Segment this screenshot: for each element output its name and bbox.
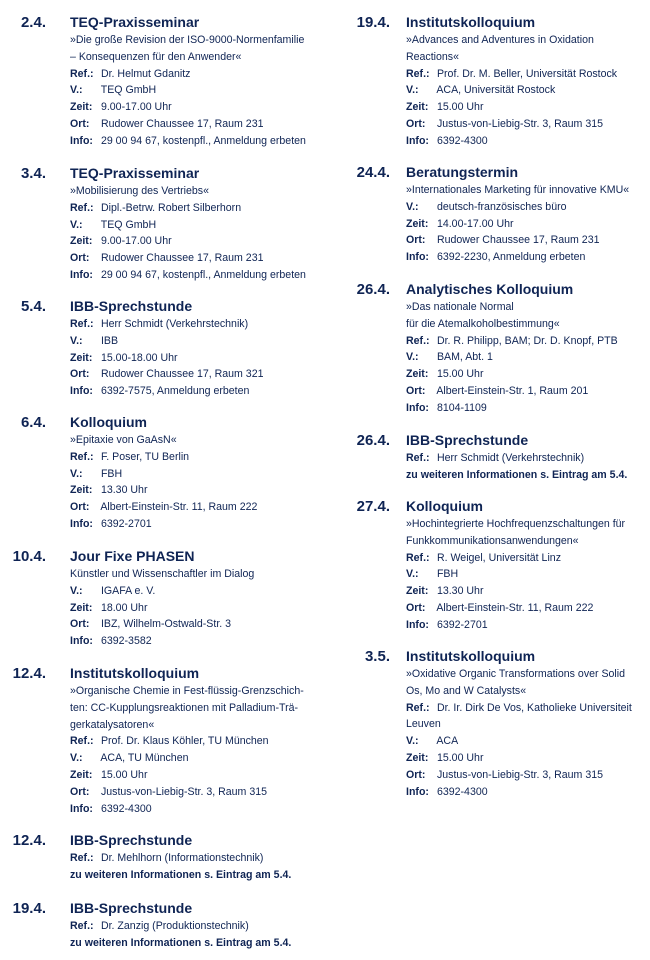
field-value: Herr Schmidt (Verkehrstechnik) [436, 452, 585, 464]
event-description: »Mobilisierung des Vertriebs« [70, 185, 209, 197]
field-value: 6392-4300 [100, 802, 152, 815]
field-value: Dr. Mehlhorn (Informationstechnik) [100, 852, 264, 864]
event-field [406, 133, 650, 150]
field-label: V.: [70, 584, 83, 597]
event-field [406, 383, 650, 400]
event-date: 12.4. [12, 665, 46, 682]
field-label: Ref.: [70, 920, 94, 932]
event-field [70, 250, 330, 267]
field-value: 14.00-17.00 Uhr [436, 217, 514, 230]
field-value: IBZ, Wilhelm-Ostwald-Str. 3 [100, 618, 232, 631]
event-description: Os, Mo and W Catalysts« [406, 684, 527, 697]
event-description: Funkkommunikationsanwendungen« [406, 534, 579, 547]
field-value: 6392-4300 [436, 134, 488, 147]
field-label: Info: [70, 134, 93, 147]
field-value: FBH [436, 568, 459, 581]
event-description: Reactions« [406, 50, 459, 63]
event-title: Kolloquium [70, 414, 147, 430]
field-value: Albert-Einstein-Str. 11, Raum 222 [100, 501, 258, 514]
event-description: Künstler und Wissenschaftler im Dialog [70, 568, 255, 580]
event-field [70, 750, 330, 767]
event-body [70, 165, 330, 284]
field-value: deutsch-französisches büro [436, 200, 567, 213]
field-label: Ref.: [70, 201, 94, 214]
field-value: 15.00 Uhr [436, 751, 484, 764]
event-title: IBB-Sprechstunde [406, 432, 529, 448]
field-value: Albert-Einstein-Str. 1, Raum 201 [436, 384, 589, 397]
event-description: – Konsequenzen für den Anwender« [70, 50, 242, 63]
field-value: Dr. Zanzig (Produktionstechnik) [100, 920, 249, 932]
field-label: Ref.: [406, 452, 430, 464]
event-title: Institutskolloquium [406, 648, 536, 664]
event-field [70, 466, 330, 483]
field-label: Ort: [70, 501, 90, 514]
field-label: Info: [70, 635, 93, 648]
event-field [70, 616, 330, 633]
field-label: Ort: [70, 117, 90, 130]
event-body [70, 414, 330, 533]
event-field [70, 82, 330, 99]
field-value: ACA [436, 735, 459, 748]
event-field [70, 316, 330, 333]
event-body [70, 298, 330, 400]
event-description: ten: CC-Kupplungsreaktionen mit Palladium-Trä- [70, 701, 299, 714]
field-value: Justus-von-Liebig-Str. 3, Raum 315 [436, 768, 604, 781]
field-value: Prof. Dr. Klaus Köhler, TU München [100, 735, 269, 748]
field-label: Ort: [70, 618, 90, 631]
event-field [70, 267, 330, 284]
field-value: Albert-Einstein-Str. 11, Raum 222 [436, 601, 594, 614]
field-label: V.: [406, 568, 419, 581]
field-value: 6392-4300 [436, 785, 488, 798]
event-title: TEQ-Praxisseminar [70, 14, 200, 30]
event-title: IBB-Sprechstunde [70, 832, 193, 848]
field-value: 29 00 94 67, kostenpfl., Anmeldung erbeten [100, 134, 306, 147]
event-date: 2.4. [20, 14, 46, 31]
field-value: 15.00 Uhr [436, 101, 484, 114]
event-description: »Oxidative Organic Transformations over Solid [406, 668, 626, 680]
event-note: zu weiteren Informationen s. Eintrag am 5.4. [406, 468, 628, 481]
field-label: V.: [406, 351, 419, 364]
event-field [70, 850, 330, 867]
field-label: Ref.: [406, 334, 430, 347]
field-value: BAM, Abt. 1 [436, 351, 493, 364]
field-label: Ref.: [406, 67, 430, 80]
event-description: »Hochintegrierte Hochfrequenzschaltungen für [406, 518, 626, 530]
event-field [70, 116, 330, 133]
event-field [406, 199, 650, 216]
event-date: 19.4. [356, 14, 390, 31]
event-field [70, 133, 330, 150]
event-field [406, 750, 650, 767]
field-value: Dipl.-Betrw. Robert Silberhorn [100, 201, 242, 214]
event-body [406, 281, 650, 417]
field-value: Rudower Chaussee 17, Raum 231 [100, 252, 264, 265]
event-description: »Advances and Adventures in Oxidation [406, 34, 594, 46]
field-value: Dr. Ir. Dirk De Vos, Katholieke Universiteit [436, 701, 632, 714]
field-value: Rudower Chaussee 17, Raum 231 [100, 117, 264, 130]
field-label: Ref.: [70, 450, 94, 463]
field-label: Zeit: [406, 217, 429, 230]
event-field [406, 232, 650, 249]
field-label: Zeit: [70, 235, 93, 248]
field-label: Ort: [406, 384, 426, 397]
event-description: »Das nationale Normal [406, 301, 514, 313]
event-title: Kolloquium [406, 498, 483, 514]
event-date: 5.4. [20, 298, 46, 315]
event-title: Institutskolloquium [70, 665, 200, 681]
event-field [406, 116, 650, 133]
event-field [406, 99, 650, 116]
event-body [70, 900, 330, 952]
field-label: Zeit: [70, 768, 93, 781]
field-value: Justus-von-Liebig-Str. 3, Raum 315 [100, 785, 268, 798]
event-field [70, 366, 330, 383]
event-title: Beratungstermin [406, 164, 519, 180]
field-label: Zeit: [70, 484, 93, 497]
event-date: 24.4. [356, 164, 390, 181]
field-value-continuation: Leuven [406, 718, 441, 731]
field-label: Info: [406, 134, 429, 147]
field-label: Info: [70, 802, 93, 815]
field-label: V.: [70, 218, 83, 231]
event-title: Analytisches Kolloquium [406, 281, 574, 297]
event-field [70, 233, 330, 250]
event-description: »Die große Revision der ISO-9000-Normenfamilie [70, 34, 305, 46]
field-label: Zeit: [406, 101, 429, 114]
field-label: Ort: [406, 117, 426, 130]
field-value: 29 00 94 67, kostenpfl., Anmeldung erbeten [100, 268, 306, 281]
field-label: V.: [406, 735, 419, 748]
field-value: Rudower Chaussee 17, Raum 321 [100, 368, 264, 381]
event-field [406, 700, 650, 717]
event-note: zu weiteren Informationen s. Eintrag am 5.4. [70, 868, 292, 881]
field-value: Herr Schmidt (Verkehrstechnik) [100, 318, 249, 330]
field-label: Info: [406, 401, 429, 414]
event-description: »Epitaxie von GaAsN« [70, 434, 177, 446]
field-value: 6392-2701 [436, 618, 488, 631]
event-field [406, 333, 650, 350]
field-label: Ort: [70, 368, 90, 381]
event-body [70, 548, 330, 650]
event-field [70, 449, 330, 466]
field-value: Dr. Helmut Gdanitz [100, 67, 191, 80]
field-value: 13.30 Uhr [100, 484, 148, 497]
field-value: 6392-2701 [100, 517, 152, 530]
field-value: 15.00 Uhr [436, 368, 484, 381]
field-label: Ort: [70, 252, 90, 265]
event-field [406, 66, 650, 83]
field-label: Info: [406, 251, 429, 264]
event-date: 3.4. [20, 165, 46, 182]
event-field [406, 566, 650, 583]
field-label: Zeit: [70, 601, 93, 614]
event-description: gerkatalysatoren« [70, 718, 155, 731]
field-value: 13.30 Uhr [436, 585, 484, 598]
field-value: 18.00 Uhr [100, 601, 148, 614]
field-label: Info: [406, 785, 429, 798]
event-field [70, 200, 330, 217]
field-value: Rudower Chaussee 17, Raum 231 [436, 234, 600, 247]
event-date: 27.4. [356, 498, 390, 515]
field-value: 6392-3582 [100, 635, 152, 648]
field-label: Ort: [406, 234, 426, 247]
field-value: 8104-1109 [436, 401, 487, 414]
field-label: Info: [70, 385, 93, 398]
event-body [406, 14, 650, 150]
event-field [70, 333, 330, 350]
field-value: 9.00-17.00 Uhr [100, 101, 172, 114]
event-field [70, 99, 330, 116]
field-label: V.: [406, 200, 419, 213]
field-value: ACA, TU München [100, 752, 189, 765]
event-field [406, 400, 650, 417]
field-label: Ref.: [70, 318, 94, 330]
event-field [70, 600, 330, 617]
field-label: Zeit: [406, 585, 429, 598]
field-label: Info: [70, 268, 93, 281]
event-field [70, 583, 330, 600]
event-title: Jour Fixe PHASEN [70, 548, 195, 564]
field-label: Ref.: [406, 701, 430, 714]
event-field [406, 366, 650, 383]
event-field [406, 617, 650, 634]
event-date: 10.4. [12, 548, 46, 565]
field-value: Dr. R. Philipp, BAM; Dr. D. Knopf, PTB [436, 334, 618, 347]
event-field [406, 249, 650, 266]
field-label: Ref.: [70, 735, 94, 748]
field-value: 6392-7575, Anmeldung erbeten [100, 385, 250, 398]
field-label: Ref.: [70, 852, 94, 864]
field-label: Ort: [70, 785, 90, 798]
event-date: 12.4. [12, 832, 46, 849]
field-value: Justus-von-Liebig-Str. 3, Raum 315 [436, 117, 604, 130]
field-label: Ref.: [406, 551, 430, 564]
event-field [70, 516, 330, 533]
event-date: 6.4. [20, 414, 46, 431]
event-title: IBB-Sprechstunde [70, 298, 193, 314]
field-value: F. Poser, TU Berlin [100, 450, 190, 463]
field-value: 15.00-18.00 Uhr [100, 351, 178, 364]
field-value: ACA, Universität Rostock [436, 84, 556, 97]
field-label: Zeit: [406, 751, 429, 764]
event-field [406, 450, 650, 467]
field-value: TEQ GmbH [100, 84, 157, 97]
event-body [406, 498, 650, 634]
event-field [406, 349, 650, 366]
event-body [70, 832, 330, 884]
event-body [70, 14, 330, 150]
event-field [70, 784, 330, 801]
event-body [406, 164, 650, 266]
event-field [406, 784, 650, 801]
event-note: zu weiteren Informationen s. Eintrag am 5.4. [70, 936, 292, 949]
event-field [406, 767, 650, 784]
event-description: für die Atemalkoholbestimmung« [406, 317, 560, 330]
event-field [406, 583, 650, 600]
event-field [70, 482, 330, 499]
event-date: 26.4. [356, 432, 390, 449]
event-field [70, 217, 330, 234]
field-value: TEQ GmbH [100, 218, 157, 231]
event-field [406, 216, 650, 233]
event-body [70, 665, 330, 817]
event-field [70, 801, 330, 818]
field-value: IBB [100, 334, 119, 347]
event-date: 19.4. [12, 900, 46, 917]
event-date: 26.4. [356, 281, 390, 298]
event-field [70, 767, 330, 784]
event-field [406, 733, 650, 750]
field-label: Ort: [406, 768, 426, 781]
event-field [70, 733, 330, 750]
event-description: »Internationales Marketing für innovative KMU« [406, 184, 630, 196]
field-value: R. Weigel, Universität Linz [436, 551, 561, 564]
field-value: 6392-2230, Anmeldung erbeten [436, 251, 586, 264]
event-field [70, 66, 330, 83]
field-label: Info: [70, 517, 93, 530]
event-date: 3.5. [364, 648, 390, 665]
field-label: V.: [70, 752, 83, 765]
field-value: IGAFA e. V. [100, 584, 156, 597]
event-description: »Organische Chemie in Fest-flüssig-Grenzschich- [70, 685, 304, 697]
field-value: Prof. Dr. M. Beller, Universität Rostock [436, 67, 618, 80]
field-label: V.: [406, 84, 419, 97]
event-field [406, 82, 650, 99]
field-value: 9.00-17.00 Uhr [100, 235, 172, 248]
event-field [70, 918, 330, 935]
field-label: Ort: [406, 601, 426, 614]
field-label: Zeit: [70, 101, 93, 114]
field-label: Zeit: [70, 351, 93, 364]
event-field [70, 383, 330, 400]
field-label: V.: [70, 334, 83, 347]
field-value: FBH [100, 467, 123, 480]
field-label: Info: [406, 618, 429, 631]
event-field [70, 499, 330, 516]
field-label: V.: [70, 84, 83, 97]
event-body [406, 648, 650, 800]
field-value: 15.00 Uhr [100, 768, 148, 781]
event-field [70, 350, 330, 367]
field-label: Zeit: [406, 368, 429, 381]
event-field [406, 600, 650, 617]
event-title: TEQ-Praxisseminar [70, 165, 200, 181]
field-label: V.: [70, 467, 83, 480]
event-field [406, 550, 650, 567]
event-body [406, 432, 650, 484]
event-title: IBB-Sprechstunde [70, 900, 193, 916]
field-label: Ref.: [70, 67, 94, 80]
event-field [70, 633, 330, 650]
event-title: Institutskolloquium [406, 14, 536, 30]
